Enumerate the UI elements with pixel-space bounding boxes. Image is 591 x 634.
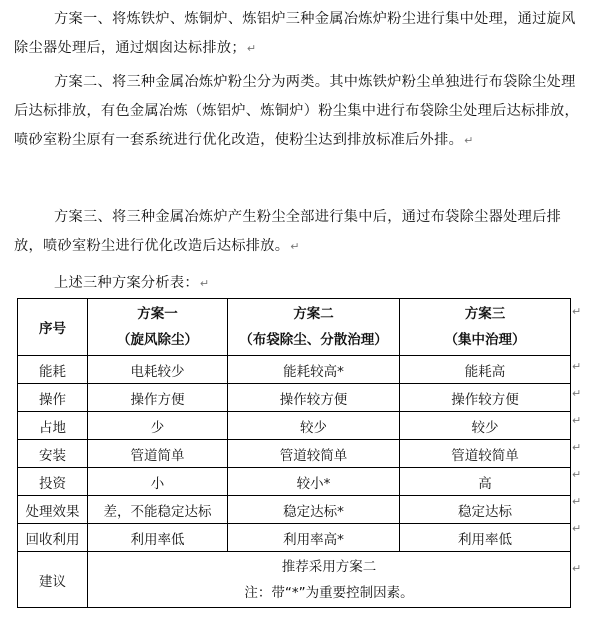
paragraph-plan-one <box>14 5 580 63</box>
row-label: 能耗 <box>18 356 88 384</box>
row-label: 建议 <box>18 552 88 608</box>
table-cell: 管道较简单 <box>400 440 571 468</box>
table-cell: 利用率高* <box>228 524 400 552</box>
table-cell: 稳定达标 <box>400 496 571 524</box>
row-label: 回收利用 <box>18 524 88 552</box>
row-label: 处理效果 <box>18 496 88 524</box>
table-cell: 较小* <box>228 468 400 496</box>
table-row <box>18 524 571 552</box>
table-cell: 少 <box>88 412 228 440</box>
row-end-mark: ↵ <box>572 522 582 535</box>
paragraph-mark: ↵ <box>246 42 257 55</box>
table-cell: 电耗较少 <box>88 356 228 384</box>
comparison-table <box>17 298 571 608</box>
table-cell: 管道较简单 <box>228 440 400 468</box>
table-row <box>18 468 571 496</box>
header-cell-plan-three: 方案三 （集中治理） <box>400 299 571 356</box>
row-end-mark: ↵ <box>572 360 582 373</box>
paragraph-mark: ↵ <box>464 134 474 147</box>
header-cell-index: 序号 <box>18 299 88 356</box>
table-header-row <box>18 299 571 356</box>
table-cell: 操作方便 <box>88 384 228 412</box>
paragraph-plan-two <box>14 68 580 155</box>
table-cell: 高 <box>400 468 571 496</box>
table-cell: 稳定达标* <box>228 496 400 524</box>
row-end-mark: ↵ <box>572 468 582 481</box>
row-end-mark: ↵ <box>572 414 582 427</box>
paragraph-table-intro <box>14 269 580 298</box>
table-cell: 较少 <box>228 412 400 440</box>
table-cell: 利用率低 <box>400 524 571 552</box>
recommendation-row <box>18 552 571 608</box>
recommendation-cell <box>88 552 571 608</box>
table-cell: 小 <box>88 468 228 496</box>
table-row <box>18 412 571 440</box>
footnote-text: 注：带“*”为重要控制因素。 <box>244 584 414 601</box>
table-row <box>18 356 571 384</box>
paragraph-text: 方案一、将炼铁炉、炼铜炉、炼铝炉三种金属冶炼炉粉尘进行集中处理，通过旋风除尘器处理后，通过烟囱达标排放； <box>14 11 576 56</box>
paragraph-text: 上述三种方案分析表： <box>54 275 199 291</box>
table-cell: 差，不能稳定达标 <box>88 496 228 524</box>
table-cell: 操作较方便 <box>400 384 571 412</box>
paragraph-text: 方案三、将三种金属冶炼炉产生粉尘全部进行集中后，通过布袋除尘器处理后排放，喷砂室粉尘进行优化改造后达标排放。 <box>14 209 562 254</box>
paragraph-text: 方案二、将三种金属冶炼炉粉尘分为两类。其中炼铁炉粉尘单独进行布袋除尘处理后达标排放，有色金属冶炼（炼铝炉、炼铜炉）粉尘集中进行布袋除尘处理后达标排放，喷砂室粉尘原有一套系统进行优化改造，使粉尘达到排放标准后外排。 <box>14 74 580 148</box>
paragraph-mark: ↵ <box>199 277 210 290</box>
row-end-mark: ↵ <box>572 495 582 508</box>
table-row <box>18 440 571 468</box>
table-cell: 利用率低 <box>88 524 228 552</box>
table-cell: 较少 <box>400 412 571 440</box>
row-end-mark: ↵ <box>572 562 582 575</box>
header-cell-plan-two: 方案二 （布袋除尘、分散治理） <box>228 299 400 356</box>
row-label: 占地 <box>18 412 88 440</box>
row-end-mark: ↵ <box>572 305 582 318</box>
table-cell: 操作较方便 <box>228 384 400 412</box>
row-label: 安装 <box>18 440 88 468</box>
table-row <box>18 384 571 412</box>
row-label: 投资 <box>18 468 88 496</box>
table-cell: 能耗较高* <box>228 356 400 384</box>
row-label: 操作 <box>18 384 88 412</box>
paragraph-mark: ↵ <box>290 240 300 253</box>
table-cell: 管道简单 <box>88 440 228 468</box>
row-end-mark: ↵ <box>572 387 582 400</box>
row-end-mark: ↵ <box>572 441 582 454</box>
paragraph-plan-three <box>14 203 580 261</box>
table-row <box>18 496 571 524</box>
table-cell: 能耗高 <box>400 356 571 384</box>
header-cell-plan-one: 方案一 （旋风除尘） <box>88 299 228 356</box>
recommendation-text: 推荐采用方案二 <box>281 558 377 575</box>
